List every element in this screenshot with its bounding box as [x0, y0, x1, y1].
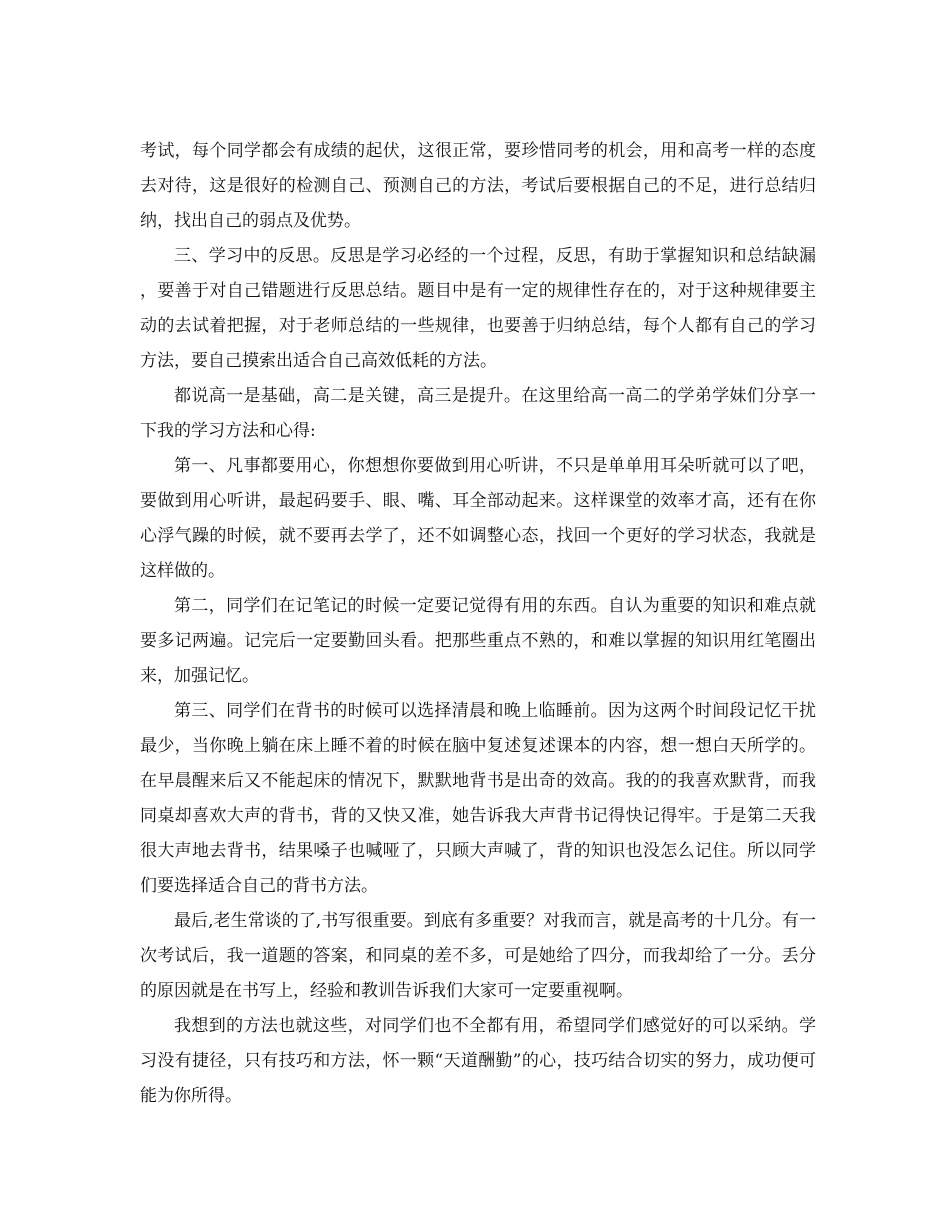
paragraph-handwriting: 最后,老生常谈的了,书写很重要。到底有多重要？对我而言，就是高考的十几分。有一次考试后，我一道题的答案，和同桌的差不多，可是她给了四分，而我却给了一分。丢分的原因就是在书写上，经验和教训告诉我们大家可一定要重视啊。	[140, 911, 816, 1001]
paragraph-second-point: 第二，同学们在记笔记的时候一定要记觉得有用的东西。自认为重要的知识和难点就要多记两遍。记完后一定要勤回头看。把那些重点不熟的，和难以掌握的知识用红笔圈出来，加强记忆。	[140, 596, 816, 686]
paragraph-intro-methods: 都说高一是基础，高二是关键，高三是提升。在这里给高一高二的学弟学妹们分享一下我的学习方法和心得:	[140, 386, 816, 441]
paragraph-reflection: 三、学习中的反思。反思是学习必经的一个过程，反思，有助于掌握知识和总结缺漏，要善于对自己错题进行反思总结。题目中是有一定的规律性存在的，对于这种规律要主动的去试着把握，对于老师总结的一些规律，也要善于归纳总结，每个人都有自己的学习方法，要自己摸索出适合自己高效低耗的方法。	[140, 246, 816, 371]
document-body	[140, 134, 816, 1114]
paragraph-exam-continuation: 考试，每个同学都会有成绩的起伏，这很正常，要珍惜同考的机会，用和高考一样的态度去对待，这是很好的检测自己、预测自己的方法，考试后要根据自己的不足，进行总结归纳，找出自己的弱点及优势。	[140, 141, 816, 231]
paragraph-conclusion: 我想到的方法也就这些，对同学们也不全都有用，希望同学们感觉好的可以采纳。学习没有捷径，只有技巧和方法，怀一颗“天道酬勤”的心，技巧结合切实的努力，成功便可能为你所得。	[140, 1016, 816, 1106]
paragraph-first-point: 第一、凡事都要用心，你想想你要做到用心听讲，不只是单单用耳朵听就可以了吧，要做到用心听讲，最起码要手、眼、嘴、耳全部动起来。这样课堂的效率才高，还有在你心浮气躁的时候，就不要再去学了，还不如调整心态，找回一个更好的学习状态，我就是这样做的。	[140, 456, 816, 581]
paragraph-third-point: 第三、同学们在背书的时候可以选择清晨和晚上临睡前。因为这两个时间段记忆干扰最少，当你晚上躺在床上睡不着的时候在脑中复述复述课本的内容，想一想白天所学的。在早晨醒来后又不能起床的情况下，默默地背书是出奇的效高。我的的我喜欢默背，而我同桌却喜欢大声的背书，背的又快又准，她告诉我大声背书记得快记得牢。于是第二天我很大声地去背书，结果嗓子也喊哑了，只顾大声喊了，背的知识也没怎么记住。所以同学们要选择适合自己的背书方法。	[140, 701, 816, 896]
